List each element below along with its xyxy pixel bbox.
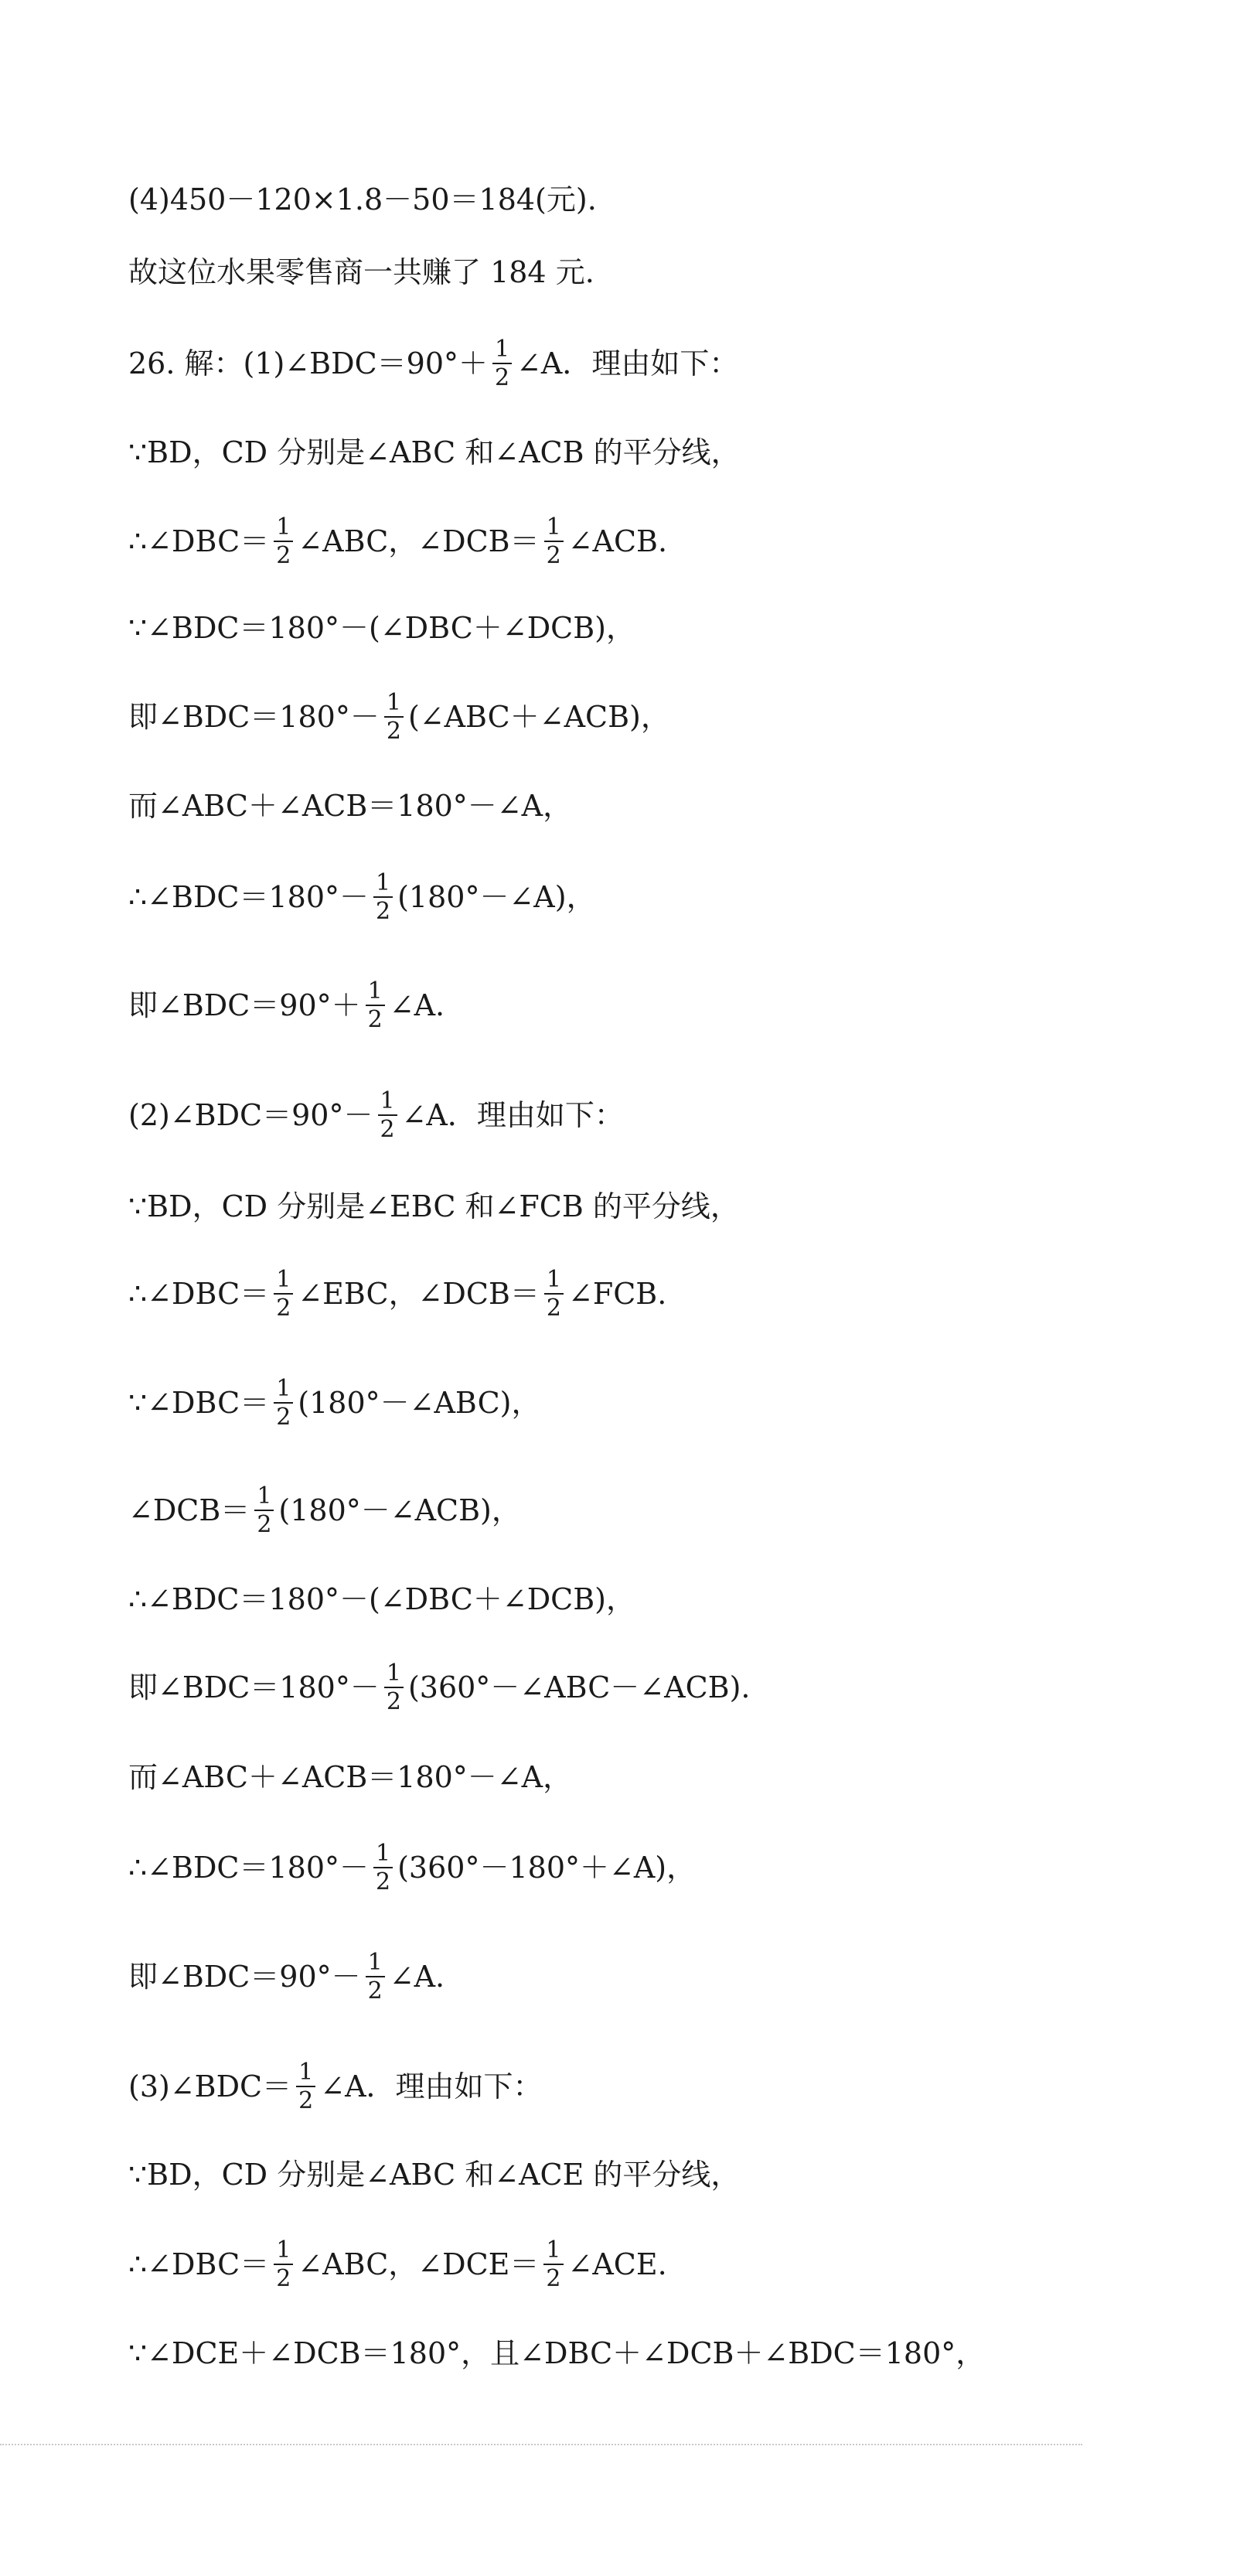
fraction-denominator: 2 [254, 1510, 274, 1537]
text-segment: ∴∠BDC＝180°－(∠DBC＋∠DCB)， [128, 1582, 635, 1616]
text-line [128, 169, 597, 230]
text-line [128, 1175, 740, 1237]
text-line [128, 241, 594, 303]
fraction-numerator: 1 [276, 1265, 291, 1293]
fraction-denominator: 2 [373, 896, 393, 924]
text-segment: (360°－180°＋∠A)， [397, 1851, 697, 1885]
text-line [128, 1372, 540, 1434]
text-line [128, 775, 572, 837]
text-segment: 故这位水果零售商一共赚了 184 元. [128, 255, 594, 289]
text-line [128, 1479, 521, 1541]
text-line [128, 1656, 750, 1718]
text-line [128, 1837, 696, 1899]
text-segment: (4)450－120×1.8－50＝184(元). [128, 183, 597, 217]
fraction [544, 515, 564, 568]
text-line [128, 1084, 624, 1146]
fraction-numerator: 1 [376, 1839, 391, 1867]
fraction-denominator: 2 [384, 1687, 404, 1714]
fraction [274, 1265, 293, 1322]
text-segment: (180°－∠A)， [397, 880, 596, 914]
text-segment: ∠A．理由如下： [516, 346, 739, 380]
fraction-denominator: 2 [274, 2264, 293, 2291]
text-segment: (180°－∠ACB)， [278, 1493, 521, 1527]
text-segment: 即∠BDC＝90°＋ [128, 988, 361, 1022]
fraction-numerator: 1 [380, 1087, 395, 1114]
text-segment: ∠ABC，∠DCB＝ [298, 524, 540, 558]
text-segment: 即∠BDC＝180°－ [128, 1670, 380, 1704]
fraction [254, 1484, 274, 1537]
text-segment: ∴∠DBC＝ [128, 2247, 270, 2281]
fraction [384, 1661, 404, 1714]
fraction-denominator: 2 [373, 1867, 393, 1895]
fraction-denominator: 2 [274, 541, 293, 568]
text-line [128, 1568, 635, 1630]
text-segment: ∴∠DBC＝ [128, 524, 270, 558]
text-segment: 即∠BDC＝180°－ [128, 700, 380, 734]
text-line [128, 2056, 543, 2117]
fraction-numerator: 1 [376, 868, 391, 896]
text-line [128, 686, 670, 748]
fraction [274, 2238, 293, 2291]
fraction [384, 688, 404, 745]
fraction [274, 1374, 293, 1431]
text-segment: ∴∠BDC＝180°－ [128, 880, 370, 914]
fraction-numerator: 1 [546, 1265, 561, 1293]
fraction-denominator: 2 [296, 2086, 315, 2114]
fraction [274, 515, 293, 568]
text-line [128, 1263, 666, 1325]
text-segment: ∵∠BDC＝180°－(∠DBC＋∠DCB)， [128, 611, 635, 645]
text-segment: 即∠BDC＝90°－ [128, 1960, 361, 1994]
text-line [128, 974, 445, 1036]
fraction [373, 1841, 393, 1895]
fraction-denominator: 2 [384, 716, 404, 744]
fraction-numerator: 1 [367, 977, 383, 1005]
fraction [492, 337, 512, 391]
fraction-denominator: 2 [544, 541, 564, 568]
fraction-numerator: 1 [276, 2236, 291, 2264]
text-segment: ∴∠DBC＝ [128, 1277, 270, 1311]
text-line [128, 333, 738, 394]
text-segment: ∠A. [389, 1960, 445, 1994]
text-line [128, 1946, 445, 2008]
text-segment: ∵BD，CD 分别是∠ABC 和∠ACB 的平分线， [128, 435, 741, 469]
fraction [378, 1089, 397, 1142]
text-segment: ∠A. [389, 988, 445, 1022]
fraction-denominator: 2 [543, 2264, 563, 2291]
text-segment: (2)∠BDC＝90°－ [128, 1098, 373, 1132]
text-line [128, 2233, 667, 2295]
fraction-denominator: 2 [544, 1293, 564, 1321]
fraction-denominator: 2 [492, 363, 512, 391]
text-segment: ∠A．理由如下： [320, 2069, 543, 2103]
fraction-denominator: 2 [274, 1402, 293, 1430]
text-segment: ∴∠BDC＝180°－ [128, 1851, 370, 1885]
text-segment: (3)∠BDC＝ [128, 2069, 292, 2103]
text-line [128, 421, 741, 483]
text-line [128, 866, 596, 928]
fraction-numerator: 1 [386, 688, 401, 716]
text-segment: (∠ABC＋∠ACB)， [407, 700, 670, 734]
text-segment: (360°－∠ABC－∠ACB). [407, 1670, 751, 1704]
text-segment: ∵BD，CD 分别是∠EBC 和∠FCB 的平分线， [128, 1189, 740, 1223]
fraction-numerator: 1 [298, 2058, 314, 2086]
text-segment: ∠A．理由如下： [401, 1098, 624, 1132]
text-segment: 而∠ABC＋∠ACB＝180°－∠A， [128, 1760, 573, 1794]
text-line [128, 510, 667, 572]
fraction [366, 979, 385, 1032]
fraction [543, 2238, 563, 2291]
text-segment: 26. 解：(1)∠BDC＝90°＋ [128, 346, 488, 380]
text-segment: ∠EBC，∠DCB＝ [298, 1277, 540, 1311]
text-line [128, 2144, 740, 2206]
fraction-numerator: 1 [276, 1374, 291, 1402]
fraction-numerator: 1 [276, 513, 291, 541]
fraction [544, 1265, 564, 1322]
fraction-numerator: 1 [495, 335, 510, 363]
text-segment: ∠ACE. [567, 2247, 667, 2281]
fraction-numerator: 1 [367, 1948, 383, 1976]
fraction [296, 2060, 315, 2114]
text-segment: ∠FCB. [567, 1277, 667, 1311]
text-segment: ∵BD，CD 分别是∠ABC 和∠ACE 的平分线， [128, 2158, 741, 2192]
text-segment: (180°－∠ABC)， [298, 1386, 541, 1420]
text-line [128, 1746, 572, 1808]
fraction-denominator: 2 [274, 1293, 293, 1321]
text-segment: ∵∠DBC＝ [128, 1386, 270, 1420]
text-segment: ∠ABC，∠DCE＝ [298, 2247, 540, 2281]
text-segment: 而∠ABC＋∠ACB＝180°－∠A， [128, 789, 573, 823]
footer-divider [0, 2444, 1082, 2445]
fraction [366, 1950, 385, 2004]
fraction-numerator: 1 [546, 2236, 561, 2264]
text-segment: ∵∠DCE＋∠DCB＝180°，且∠DBC＋∠DCB＋∠BDC＝180°， [128, 2336, 986, 2370]
fraction-denominator: 2 [378, 1114, 397, 1142]
text-line [128, 597, 635, 659]
fraction-denominator: 2 [366, 1976, 385, 2004]
text-segment: ∠DCB＝ [128, 1493, 250, 1527]
fraction [373, 868, 393, 925]
text-line [128, 2322, 985, 2384]
text-segment: ∠ACB. [567, 524, 668, 558]
fraction-numerator: 1 [546, 513, 561, 541]
fraction-denominator: 2 [366, 1005, 385, 1032]
fraction-numerator: 1 [386, 1659, 401, 1687]
fraction-numerator: 1 [257, 1482, 272, 1510]
